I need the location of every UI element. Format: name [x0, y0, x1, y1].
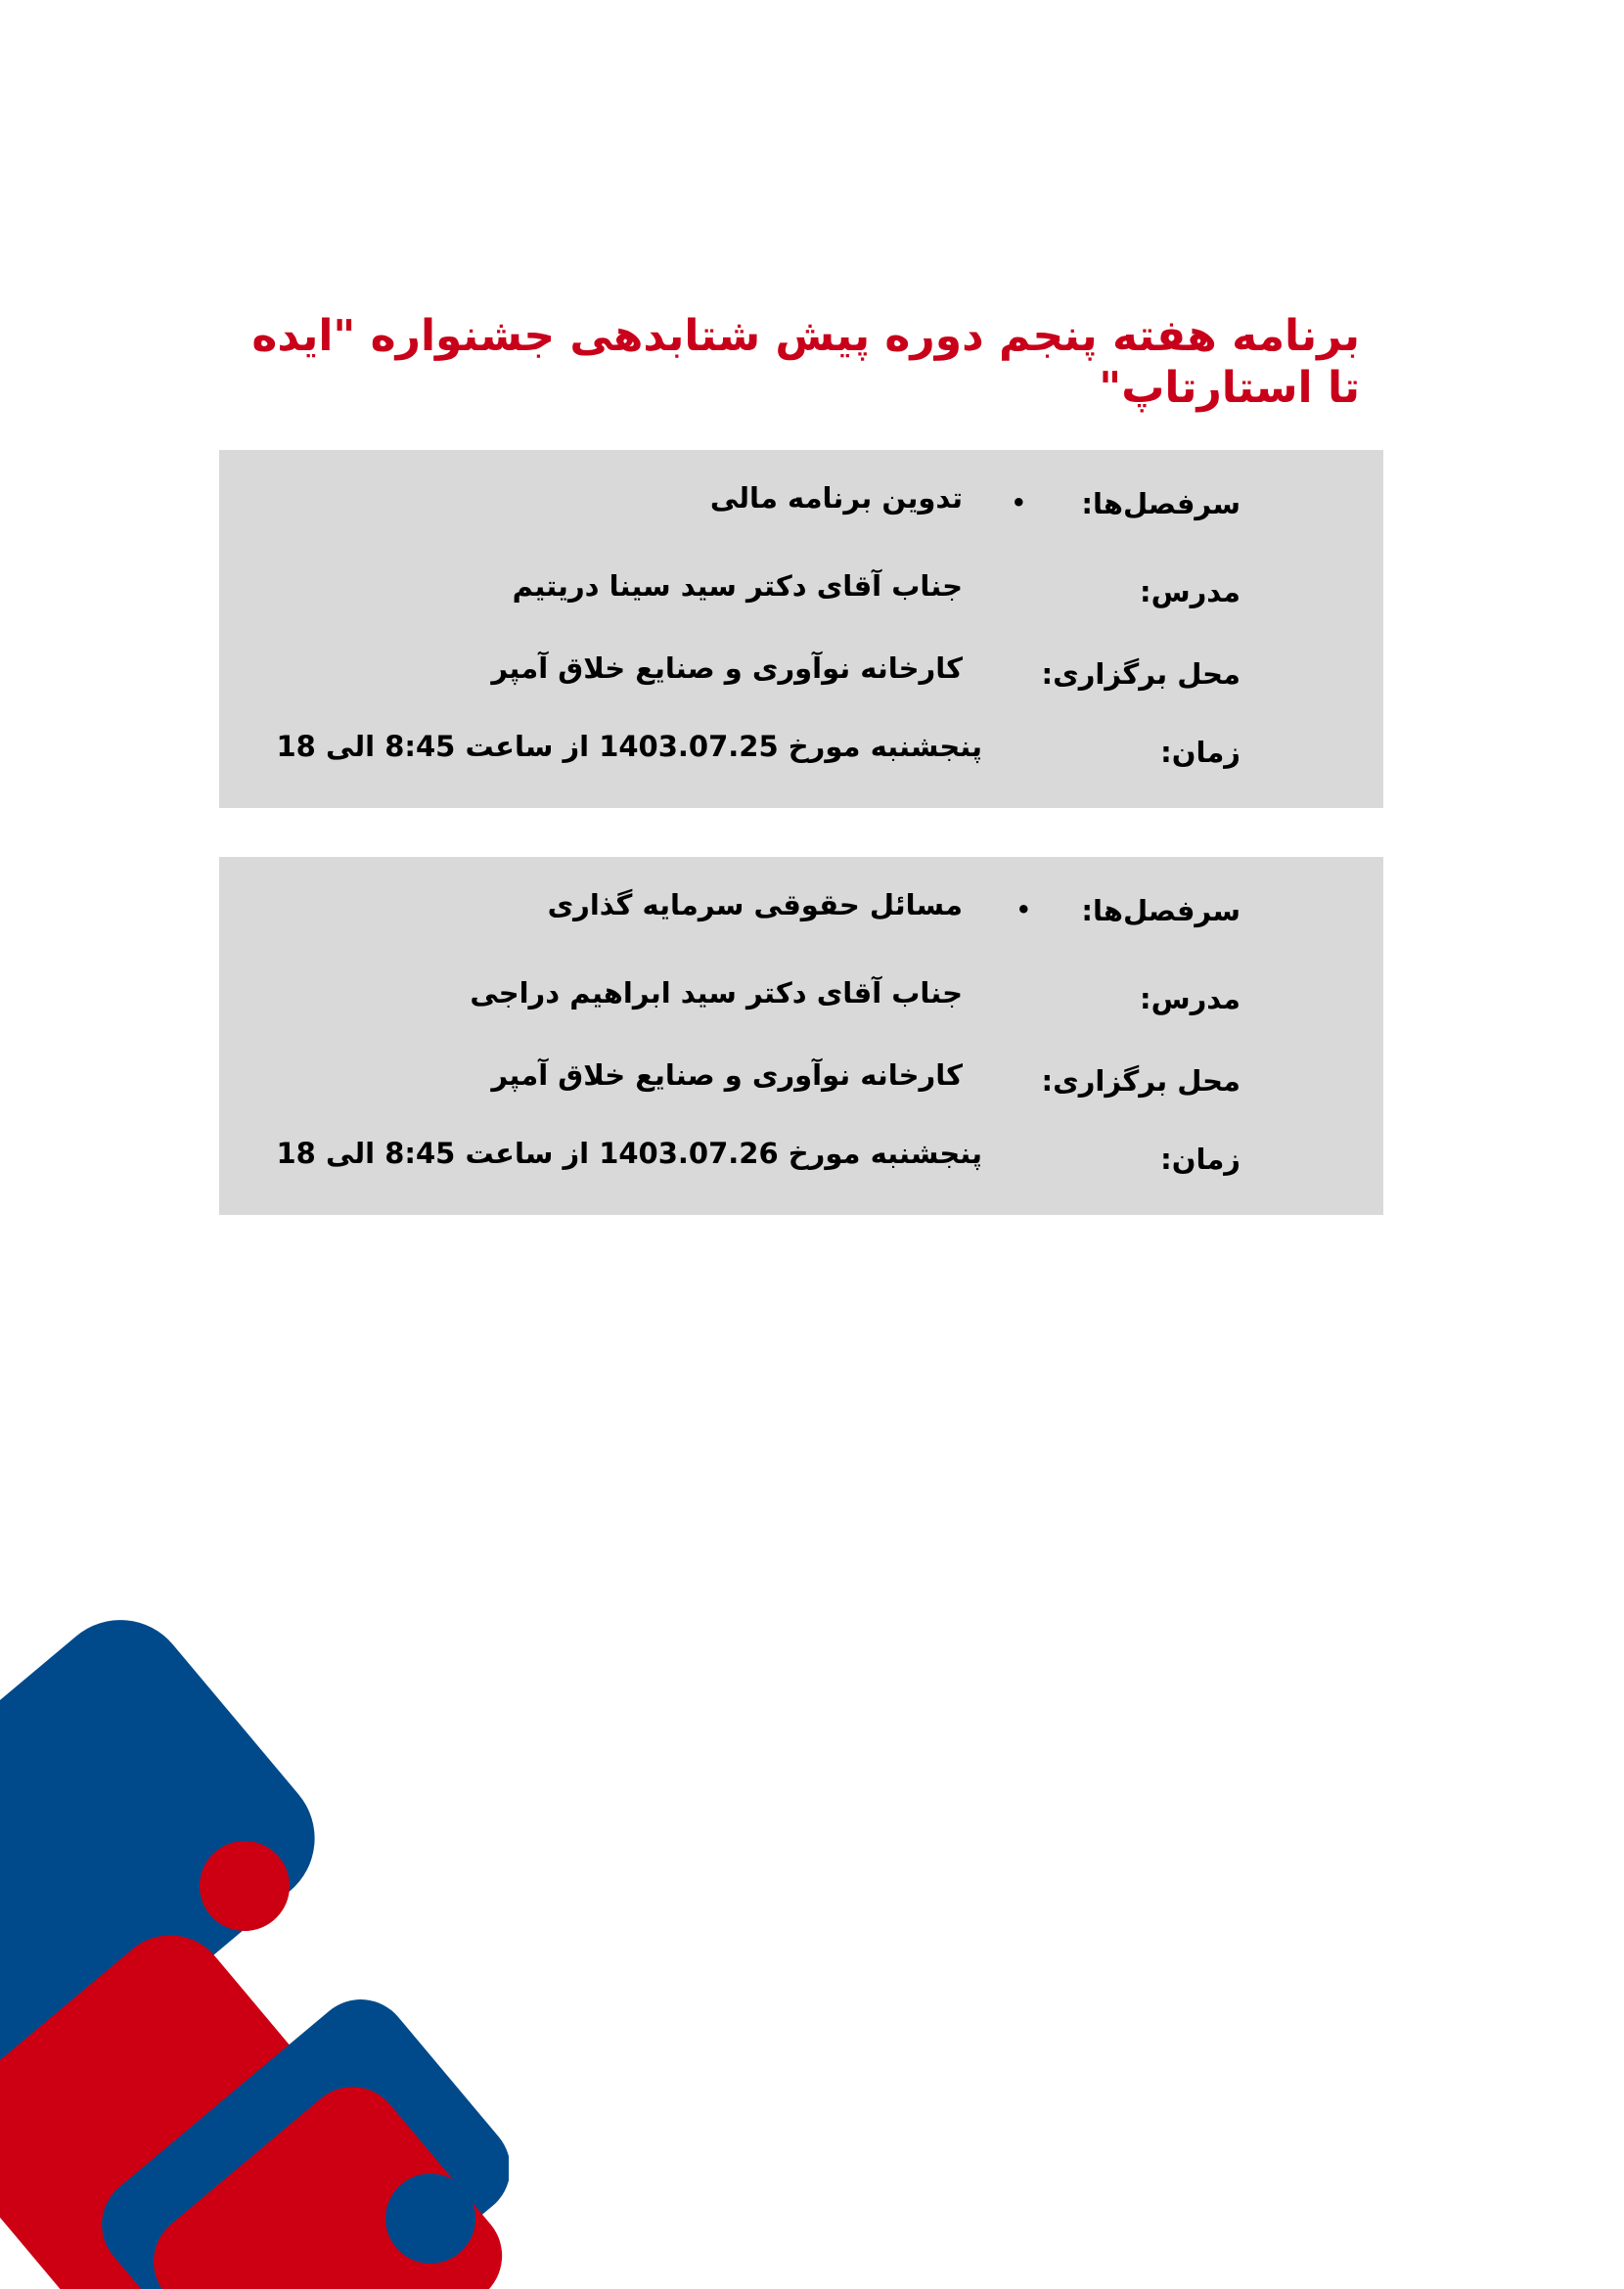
blue-circle	[385, 2174, 475, 2264]
venue-row	[219, 1058, 1383, 1113]
instructor-label: مدرس:	[1139, 575, 1241, 608]
venue-label: محل برگزاری:	[1041, 1064, 1241, 1098]
topics-row	[219, 481, 1383, 536]
time-label: زمان:	[1160, 1143, 1241, 1176]
venue-row	[219, 651, 1383, 706]
session-card	[219, 450, 1383, 808]
bullet-icon: •	[1015, 896, 1031, 923]
time-row	[219, 1137, 1383, 1191]
topic-value: مسائل حقوقی سرمایه گذاری	[547, 888, 963, 921]
instructor-value: جناب آقای دکتر سید سینا دریتیم	[512, 569, 963, 603]
venue-value: کارخانه نوآوری و صنایع خلاق آمپر	[491, 651, 963, 685]
decorative-shapes	[0, 1614, 509, 2289]
topics-label: سرفصل‌ها:	[1081, 894, 1241, 927]
time-value: پنجشنبه مورخ 1403.07.25 از ساعت 8:45 الی 18	[276, 730, 982, 763]
time-label: زمان:	[1160, 736, 1241, 769]
red-circle	[200, 1841, 290, 1931]
instructor-value: جناب آقای دکتر سید ابراهیم دراجی	[470, 976, 963, 1010]
instructor-label: مدرس:	[1139, 982, 1241, 1015]
time-row	[219, 730, 1383, 785]
topic-value: تدوین برنامه مالی	[709, 481, 963, 515]
venue-label: محل برگزاری:	[1041, 657, 1241, 691]
instructor-row	[219, 976, 1383, 1031]
session-card	[219, 857, 1383, 1215]
page-title: برنامه هفته پنجم دوره پیش شتابدهی جشنواره "ایده تا استارتاپ"	[251, 311, 1360, 413]
topics-label: سرفصل‌ها:	[1081, 487, 1241, 520]
topics-row	[219, 888, 1383, 943]
time-value: پنجشنبه مورخ 1403.07.26 از ساعت 8:45 الی 18	[276, 1137, 982, 1170]
instructor-row	[219, 569, 1383, 624]
bullet-icon: •	[1011, 489, 1026, 516]
venue-value: کارخانه نوآوری و صنایع خلاق آمپر	[491, 1058, 963, 1092]
